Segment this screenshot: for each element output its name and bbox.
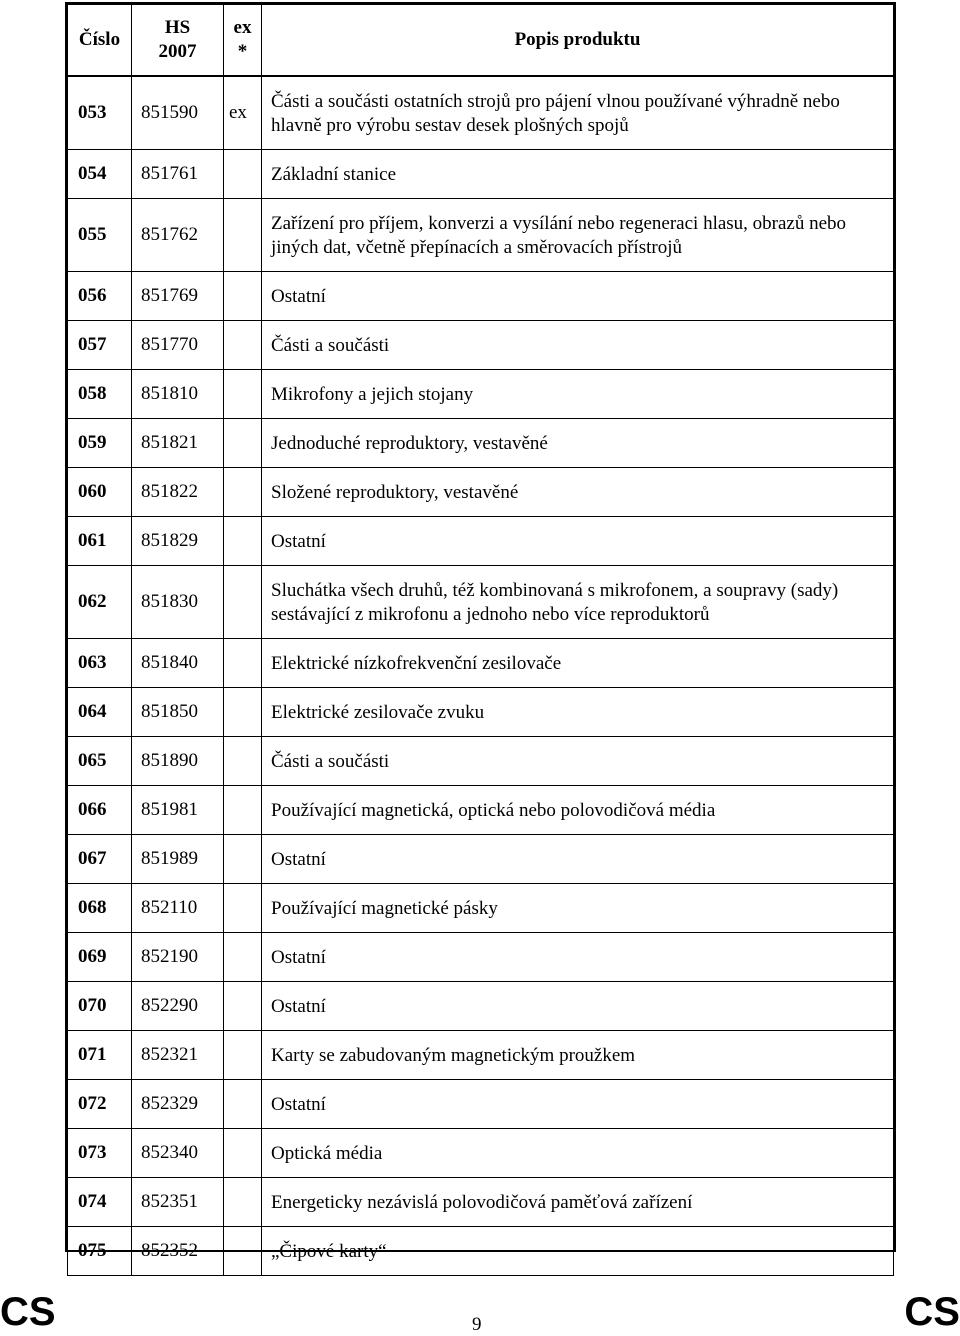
- row-description: Ostatní: [262, 1080, 894, 1129]
- row-hs-code: 851850: [132, 688, 224, 737]
- row-hs-code: 852351: [132, 1178, 224, 1227]
- table-row: [68, 272, 894, 321]
- row-ex-flag: [224, 370, 262, 419]
- row-description: Jednoduché reproduktory, vestavěné: [262, 419, 894, 468]
- row-number: 074: [68, 1178, 132, 1227]
- row-description: „Čipové karty“: [262, 1227, 894, 1276]
- table-row: [68, 933, 894, 982]
- row-number: 055: [68, 199, 132, 272]
- row-description: Ostatní: [262, 272, 894, 321]
- row-hs-code: 852352: [132, 1227, 224, 1276]
- row-hs-code: 852321: [132, 1031, 224, 1080]
- row-description: Složené reproduktory, vestavěné: [262, 468, 894, 517]
- row-hs-code: 851890: [132, 737, 224, 786]
- row-hs-code: 851840: [132, 639, 224, 688]
- product-table-frame: [65, 2, 896, 1262]
- row-hs-code: 852290: [132, 982, 224, 1031]
- row-ex-flag: [224, 468, 262, 517]
- table-row: [68, 1129, 894, 1178]
- table-row: [68, 1031, 894, 1080]
- table-row: [68, 150, 894, 199]
- row-ex-flag: [224, 933, 262, 982]
- row-hs-code: 851989: [132, 835, 224, 884]
- row-number: 063: [68, 639, 132, 688]
- row-description: Části a součásti ostatních strojů pro pájení vlnou používané výhradně nebo hlavně pro výrobu sestav desek plošných spojů: [262, 76, 894, 150]
- table-row: [68, 370, 894, 419]
- row-hs-code: 851981: [132, 786, 224, 835]
- row-number: 070: [68, 982, 132, 1031]
- row-ex-flag: [224, 272, 262, 321]
- row-number: 073: [68, 1129, 132, 1178]
- table-row: [68, 517, 894, 566]
- table-row: [68, 1227, 894, 1276]
- row-description: Energeticky nezávislá polovodičová paměťová zařízení: [262, 1178, 894, 1227]
- row-number: 075: [68, 1227, 132, 1276]
- row-ex-flag: [224, 199, 262, 272]
- row-number: 057: [68, 321, 132, 370]
- row-number: 065: [68, 737, 132, 786]
- row-number: 053: [68, 76, 132, 150]
- row-hs-code: 851822: [132, 468, 224, 517]
- header-ex: ex *: [224, 5, 262, 77]
- row-description: Elektrické zesilovače zvuku: [262, 688, 894, 737]
- table-row: [68, 786, 894, 835]
- row-hs-code: 851810: [132, 370, 224, 419]
- header-hs: HS 2007: [132, 5, 224, 77]
- row-hs-code: 852340: [132, 1129, 224, 1178]
- row-number: 062: [68, 566, 132, 639]
- row-description: Ostatní: [262, 933, 894, 982]
- row-number: 066: [68, 786, 132, 835]
- row-hs-code: 851761: [132, 150, 224, 199]
- row-description: Karty se zabudovaným magnetickým proužkem: [262, 1031, 894, 1080]
- row-number: 059: [68, 419, 132, 468]
- row-ex-flag: [224, 1031, 262, 1080]
- page-number: 9: [472, 1314, 482, 1335]
- row-number: 058: [68, 370, 132, 419]
- row-description: Používající magnetická, optická nebo polovodičová média: [262, 786, 894, 835]
- row-ex-flag: [224, 419, 262, 468]
- row-description: Ostatní: [262, 835, 894, 884]
- product-table: [67, 4, 894, 1276]
- row-ex-flag: [224, 639, 262, 688]
- header-description: Popis produktu: [262, 5, 894, 77]
- row-hs-code: 852329: [132, 1080, 224, 1129]
- table-row: [68, 982, 894, 1031]
- table-row: [68, 1178, 894, 1227]
- row-number: 072: [68, 1080, 132, 1129]
- row-ex-flag: [224, 1129, 262, 1178]
- row-ex-flag: [224, 566, 262, 639]
- footer-language-mark-right: CS: [904, 1290, 960, 1334]
- table-row: [68, 419, 894, 468]
- table-row: [68, 884, 894, 933]
- row-description: Používající magnetické pásky: [262, 884, 894, 933]
- row-hs-code: 852190: [132, 933, 224, 982]
- row-hs-code: 851762: [132, 199, 224, 272]
- row-description: Části a součásti: [262, 737, 894, 786]
- table-row: [68, 76, 894, 150]
- row-number: 069: [68, 933, 132, 982]
- table-header-row: [68, 5, 894, 77]
- row-number: 064: [68, 688, 132, 737]
- table-row: [68, 639, 894, 688]
- row-description: Zařízení pro příjem, konverzi a vysílání nebo regeneraci hlasu, obrazů nebo jiných dat, včetně přepínacích a směrovacích přístrojů: [262, 199, 894, 272]
- row-number: 060: [68, 468, 132, 517]
- row-number: 056: [68, 272, 132, 321]
- footer-language-mark-left: CS: [0, 1290, 56, 1334]
- row-description: Sluchátka všech druhů, též kombinovaná s mikrofonem, a soupravy (sady) sestávající z mikrofonu a jednoho nebo více reproduktorů: [262, 566, 894, 639]
- row-description: Části a součásti: [262, 321, 894, 370]
- row-hs-code: 852110: [132, 884, 224, 933]
- row-hs-code: 851769: [132, 272, 224, 321]
- table-row: [68, 737, 894, 786]
- row-ex-flag: [224, 1178, 262, 1227]
- row-number: 067: [68, 835, 132, 884]
- row-ex-flag: [224, 884, 262, 933]
- row-ex-flag: [224, 786, 262, 835]
- row-ex-flag: [224, 982, 262, 1031]
- row-description: Mikrofony a jejich stojany: [262, 370, 894, 419]
- row-ex-flag: ex: [224, 76, 262, 150]
- row-ex-flag: [224, 688, 262, 737]
- table-row: [68, 199, 894, 272]
- row-description: Ostatní: [262, 982, 894, 1031]
- row-hs-code: 851770: [132, 321, 224, 370]
- row-number: 068: [68, 884, 132, 933]
- row-description: Elektrické nízkofrekvenční zesilovače: [262, 639, 894, 688]
- row-description: Optická média: [262, 1129, 894, 1178]
- row-description: Základní stanice: [262, 150, 894, 199]
- row-number: 054: [68, 150, 132, 199]
- row-hs-code: 851829: [132, 517, 224, 566]
- row-description: Ostatní: [262, 517, 894, 566]
- row-hs-code: 851590: [132, 76, 224, 150]
- row-ex-flag: [224, 1227, 262, 1276]
- row-hs-code: 851830: [132, 566, 224, 639]
- table-row: [68, 321, 894, 370]
- table-row: [68, 468, 894, 517]
- row-hs-code: 851821: [132, 419, 224, 468]
- table-row: [68, 835, 894, 884]
- row-number: 061: [68, 517, 132, 566]
- table-row: [68, 1080, 894, 1129]
- row-ex-flag: [224, 150, 262, 199]
- table-row: [68, 688, 894, 737]
- row-ex-flag: [224, 835, 262, 884]
- row-ex-flag: [224, 517, 262, 566]
- row-ex-flag: [224, 737, 262, 786]
- row-ex-flag: [224, 321, 262, 370]
- row-ex-flag: [224, 1080, 262, 1129]
- table-row: [68, 566, 894, 639]
- header-number: Číslo: [68, 5, 132, 77]
- row-number: 071: [68, 1031, 132, 1080]
